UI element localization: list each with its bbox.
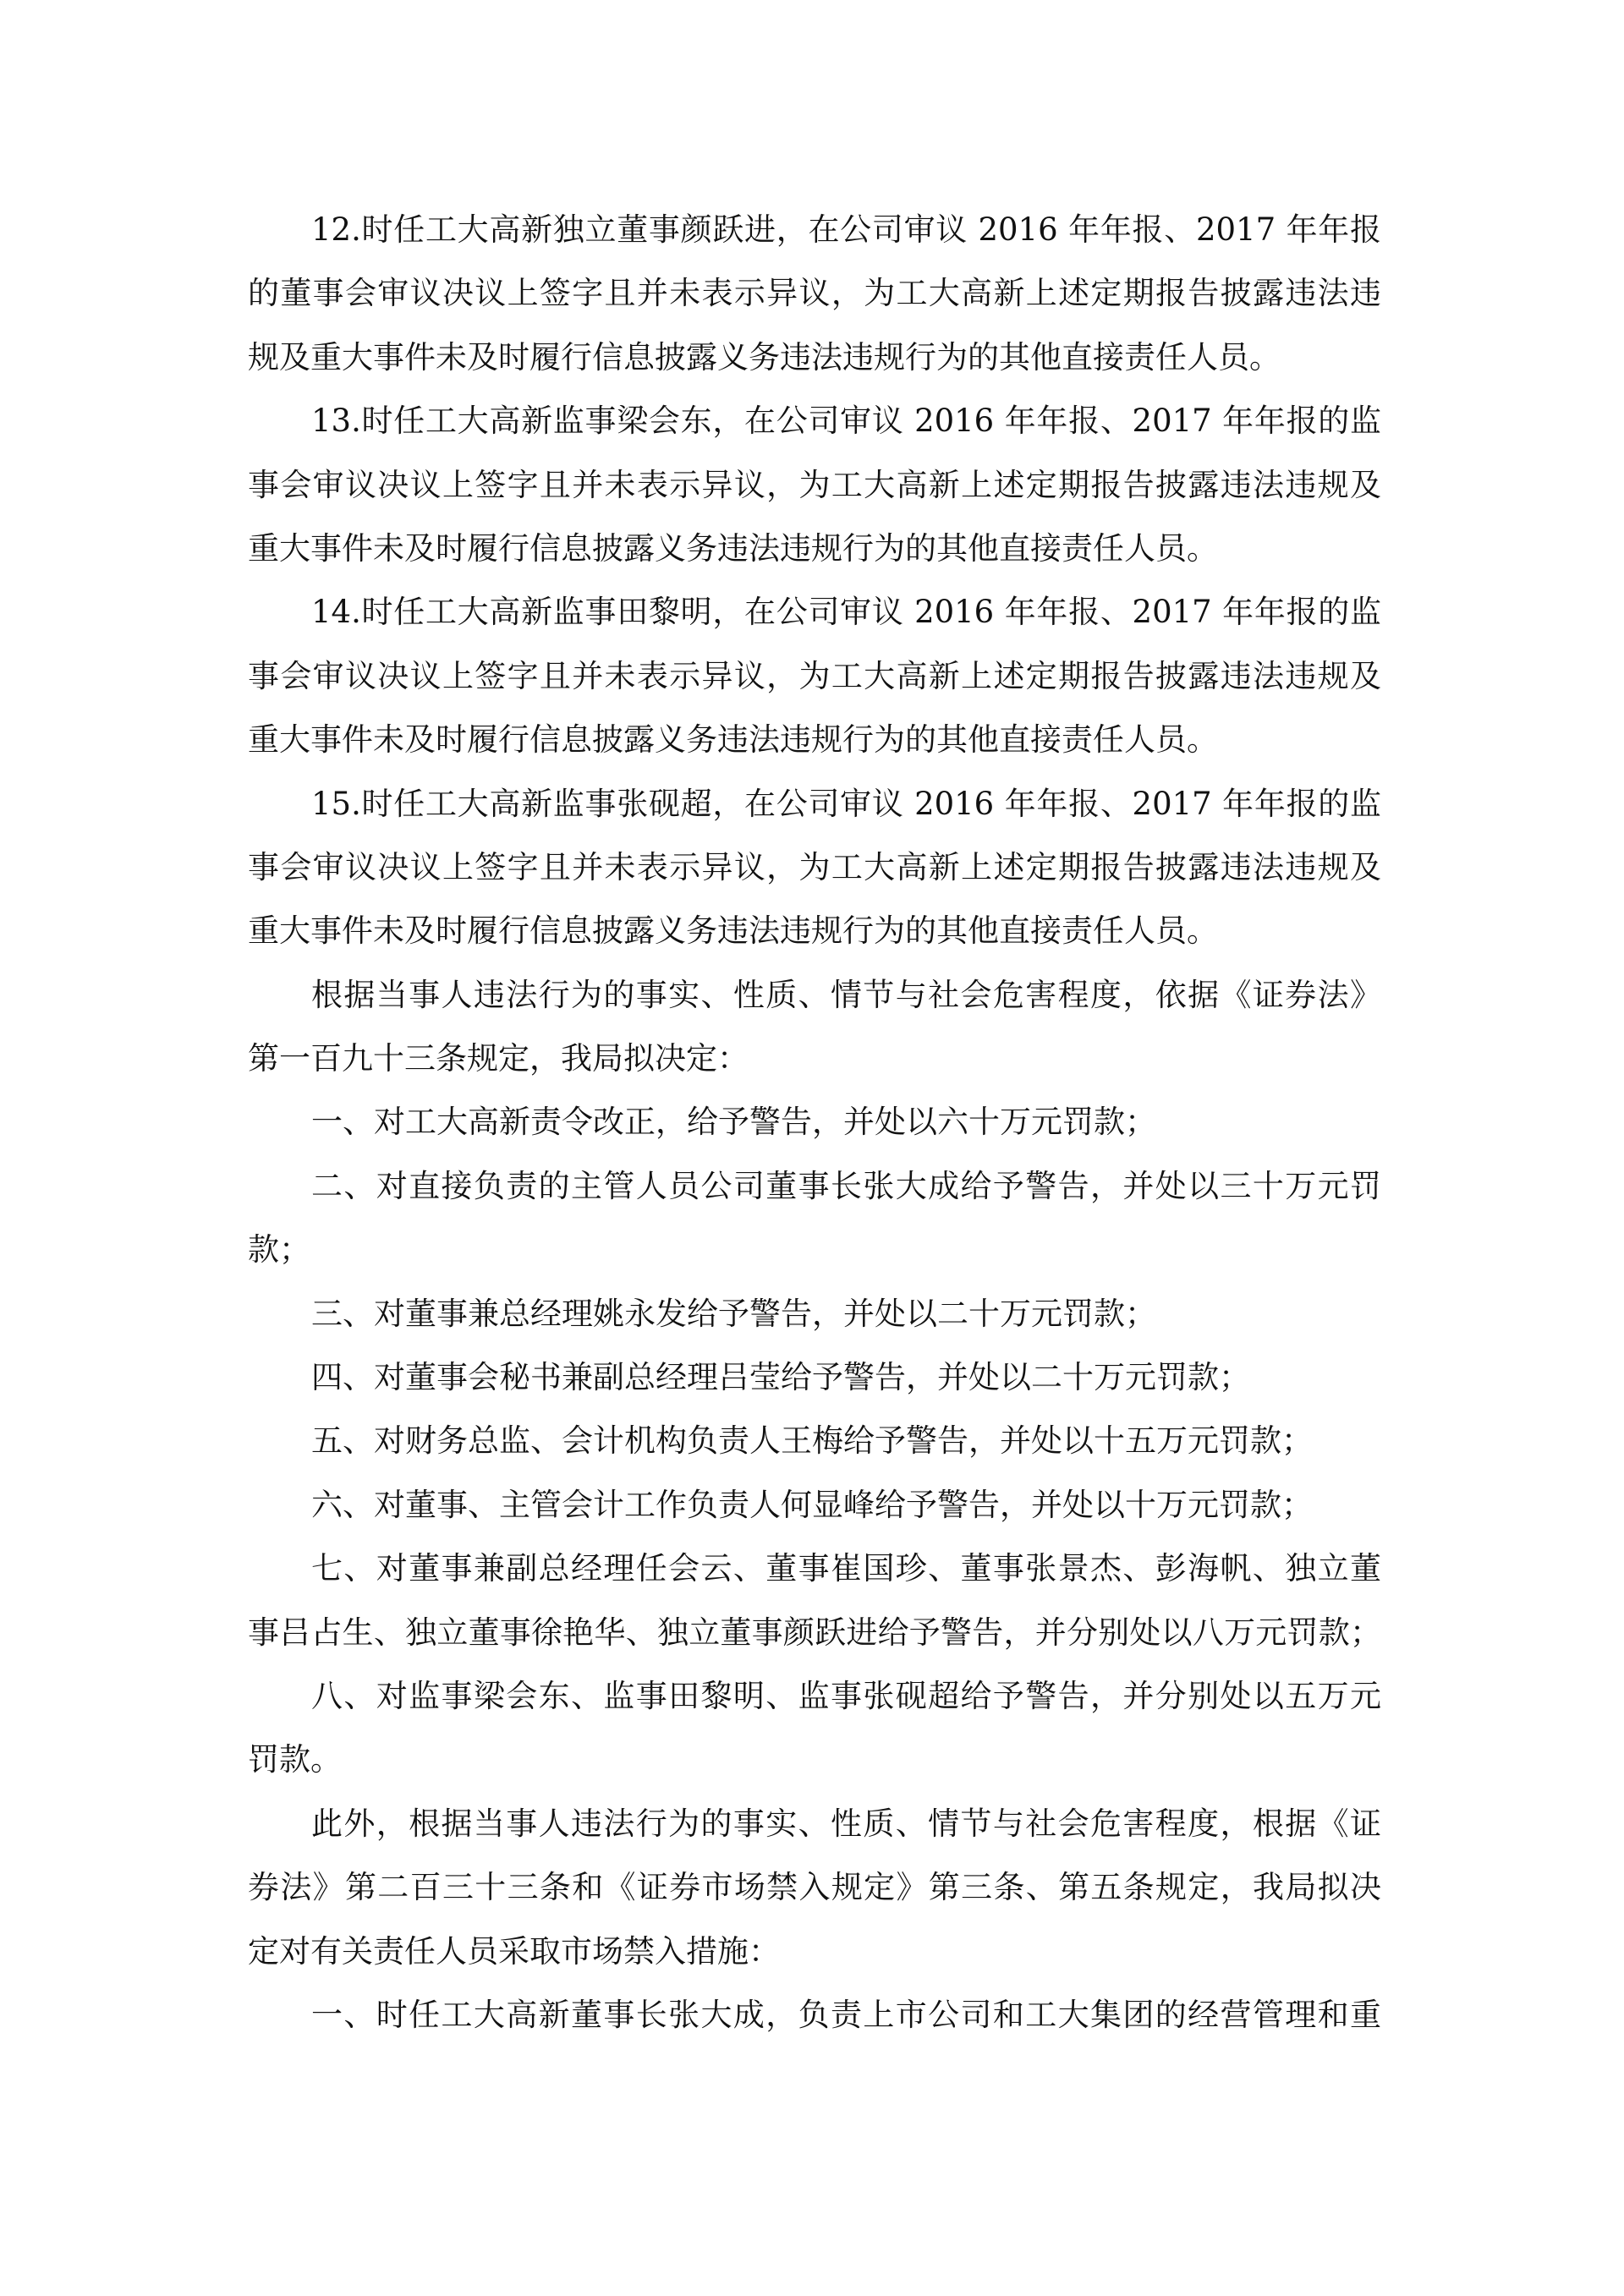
paragraph-13-line-1: 13.时任工大高新监事梁会东，在公司审议 2016 年年报、2017 年年报的监: [311, 403, 1381, 440]
ban-item-1-line-1: 一、时任工大高新董事长张大成，负责上市公司和工大集团的经营管理和重: [311, 1996, 1381, 2033]
paragraph-15-line-2: 事会审议决议上签字且并未表示异议，为工大高新上述定期报告披露违法违规及: [248, 848, 1381, 885]
paragraph-14-line-3: 重大事件未及时履行信息披露义务违法违规行为的其他直接责任人员。: [248, 721, 1218, 759]
penalty-item-2-line-1: 二、对直接负责的主管人员公司董事长张大成给予警告，并处以三十万元罚: [311, 1167, 1381, 1204]
document-body: [248, 198, 1381, 2047]
paragraph-12-line-2: 的董事会审议决议上签字且并未表示异议，为工大高新上述定期报告披露违法违: [248, 275, 1381, 312]
ban-intro-line-1: 此外，根据当事人违法行为的事实、性质、情节与社会危害程度，根据《证: [311, 1805, 1381, 1842]
penalty-item-8-line-2: 罚款。: [248, 1741, 342, 1778]
penalty-item-5: 五、对财务总监、会计机构负责人王梅给予警告，并处以十五万元罚款；: [311, 1422, 1313, 1460]
penalty-item-1: 一、对工大高新责令改正，给予警告，并处以六十万元罚款；: [311, 1104, 1156, 1141]
penalty-item-8-line-1: 八、对监事梁会东、监事田黎明、监事张砚超给予警告，并分别处以五万元: [311, 1677, 1381, 1714]
decision-intro-line-2: 第一百九十三条规定，我局拟决定：: [248, 1040, 749, 1077]
decision-intro-line-1: 根据当事人违法行为的事实、性质、情节与社会危害程度，依据《证券法》: [311, 976, 1381, 1013]
paragraph-14-line-2: 事会审议决议上签字且并未表示异议，为工大高新上述定期报告披露违法违规及: [248, 657, 1381, 694]
paragraph-15-line-3: 重大事件未及时履行信息披露义务违法违规行为的其他直接责任人员。: [248, 912, 1218, 950]
paragraph-15-line-1: 15.时任工大高新监事张砚超，在公司审议 2016 年年报、2017 年年报的监: [311, 785, 1381, 822]
penalty-item-7-line-1: 七、对董事兼副总经理任会云、董事崔国珍、董事张景杰、彭海帆、独立董: [311, 1550, 1381, 1587]
penalty-item-6: 六、对董事、主管会计工作负责人何显峰给予警告，并处以十万元罚款；: [311, 1486, 1313, 1523]
penalty-item-2-line-2: 款；: [248, 1231, 310, 1269]
paragraph-12-line-3: 规及重大事件未及时履行信息披露义务违法违规行为的其他直接责任人员。: [248, 338, 1281, 375]
penalty-item-4: 四、对董事会秘书兼副总经理吕莹给予警告，并处以二十万元罚款；: [311, 1359, 1250, 1396]
penalty-item-7-line-2: 事吕占生、独立董事徐艳华、独立董事颜跃进给予警告，并分别处以八万元罚款；: [248, 1614, 1381, 1651]
paragraph-13-line-3: 重大事件未及时履行信息披露义务违法违规行为的其他直接责任人员。: [248, 529, 1218, 567]
paragraph-14-line-1: 14.时任工大高新监事田黎明，在公司审议 2016 年年报、2017 年年报的监: [311, 594, 1381, 631]
paragraph-12-line-1: 12.时任工大高新独立董事颜跃进，在公司审议 2016 年年报、2017 年年报: [311, 211, 1381, 248]
paragraph-13-line-2: 事会审议决议上签字且并未表示异议，为工大高新上述定期报告披露违法违规及: [248, 466, 1381, 503]
ban-intro-line-3: 定对有关责任人员采取市场禁入措施：: [248, 1932, 780, 1970]
ban-intro-line-2: 券法》第二百三十三条和《证券市场禁入规定》第三条、第五条规定，我局拟决: [248, 1869, 1381, 1906]
penalty-item-3: 三、对董事兼总经理姚永发给予警告，并处以二十万元罚款；: [311, 1295, 1156, 1332]
